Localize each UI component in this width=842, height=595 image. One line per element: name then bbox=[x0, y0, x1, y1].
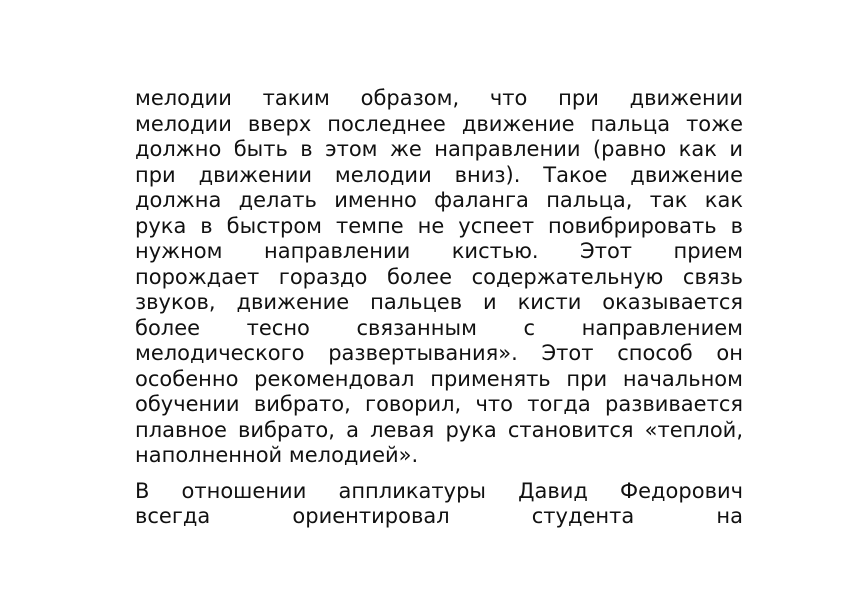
text-line: более тесно связанным с направлением bbox=[135, 315, 743, 340]
paragraph-1 bbox=[135, 86, 743, 469]
text-line: порождает гораздо более содержательную связь bbox=[135, 264, 743, 289]
text-line: нужном направлении кистью. Этот прием bbox=[135, 239, 743, 263]
paragraph-spacer bbox=[135, 469, 743, 479]
text-line: при движении мелодии вниз). Такое движение bbox=[135, 162, 743, 187]
text-line: должно быть в этом же направлении (равно как и bbox=[135, 137, 743, 161]
text-line: звуков, движение пальцев и кисти оказывается bbox=[135, 290, 743, 314]
text-line: особенно рекомендовал применять при начальном bbox=[135, 366, 743, 391]
text-line: рука в быстром темпе не успеет повибрировать в bbox=[135, 213, 743, 238]
text-line: мелодического развертывания». Этот способ он bbox=[135, 341, 743, 365]
text-line: наполненной мелодией». bbox=[135, 443, 419, 467]
text-line: мелодии таким образом, что при движении bbox=[135, 86, 743, 110]
text-line: плавное вибрато, а левая рука становится «теплой, bbox=[135, 417, 743, 442]
text-line: мелодии вверх последнее движение пальца тоже bbox=[135, 111, 743, 136]
text-line: обучении вибрато, говорил, что тогда развивается bbox=[135, 392, 743, 416]
text-body bbox=[135, 86, 743, 530]
paragraph-2 bbox=[135, 479, 743, 530]
text-line: должна делать именно фаланга пальца, так как bbox=[135, 188, 743, 212]
text-line: всегда ориентировал студента на bbox=[135, 504, 743, 528]
text-line: В отношении аппликатуры Давид Федорович bbox=[135, 478, 743, 503]
